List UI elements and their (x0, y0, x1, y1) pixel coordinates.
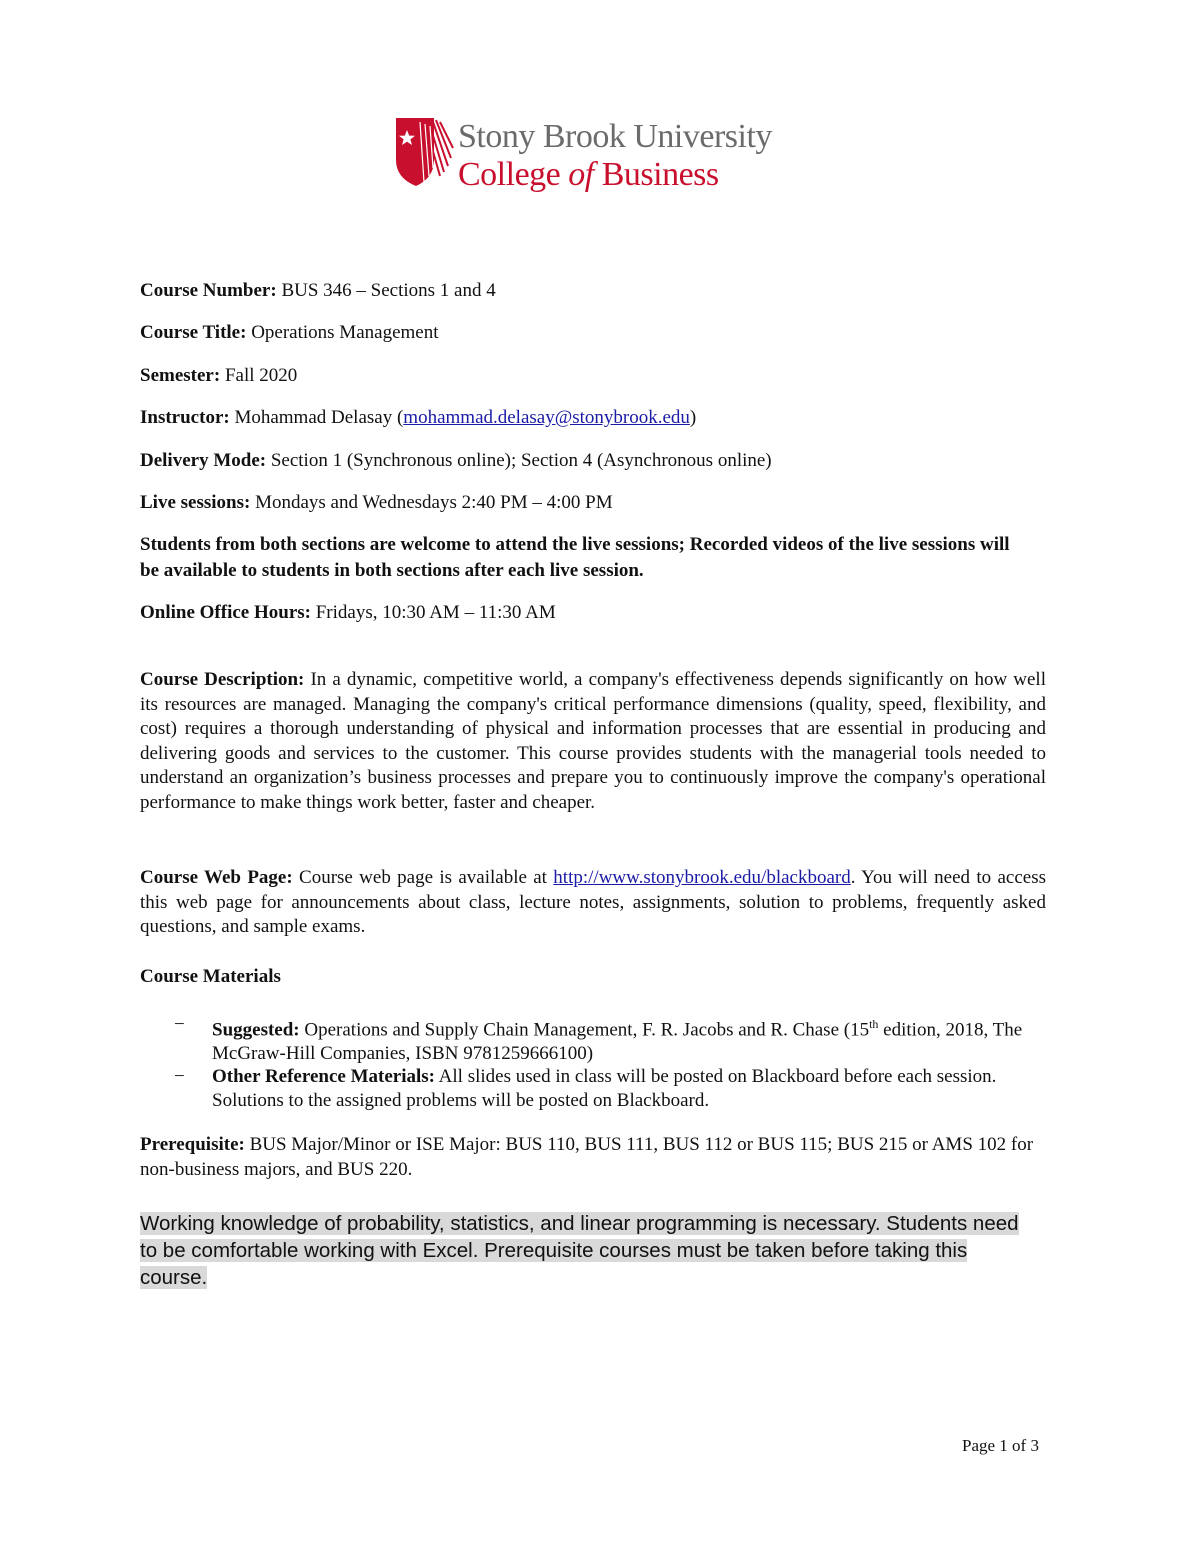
other-reference-label: Other Reference Materials: (212, 1066, 435, 1088)
course-number-label: Course Number: (140, 280, 277, 301)
logo-college-name: College of Business (458, 156, 719, 193)
list-item: − Suggested: Operations and Supply Chain Management, F. R. Jacobs and R. Chase (15th edition, 2018, The McGraw-Hill Companies, ISBN 9781259666100) (174, 1014, 1023, 1064)
office-hours-label: Online Office Hours: (140, 602, 311, 623)
course-description-label: Course Description: (140, 669, 305, 690)
course-materials-list (174, 1013, 1054, 1112)
delivery-mode (140, 449, 772, 473)
instructor-name: Mohammad Delasay ( (229, 407, 404, 428)
course-title (140, 321, 439, 345)
semester-value: Fall 2020 (220, 365, 298, 386)
course-description (140, 668, 1046, 816)
office-hours-value: Fridays, 10:30 AM – 11:30 AM (310, 602, 556, 623)
instructor: Instructor: Mohammad Delasay (mohammad.delasay@stonybrook.edu) (140, 407, 697, 428)
live-sessions-value: Mondays and Wednesdays 2:40 PM – 4:00 PM (250, 492, 613, 513)
dash-bullet: − (174, 1066, 185, 1088)
seal-icon (394, 116, 454, 188)
prerequisite (140, 1133, 1046, 1182)
course-title-value: Operations Management (246, 322, 439, 343)
course-number-value: BUS 346 – Sections 1 and 4 (276, 280, 496, 301)
instructor-email-link[interactable]: mohammad.delasay@stonybrook.edu (403, 407, 690, 428)
live-session-notice: Students from both sections are welcome to attend the live sessions; Recorded videos of the live sessions will be available to students in both sections after each live session. (140, 534, 1010, 581)
course-materials-heading: Course Materials (140, 966, 281, 987)
list-item: − Other Reference Materials: All slides used in class will be posted on Blackboard before each session. Solutions to the assigned problems will be posted on Blackboard. (174, 1066, 997, 1111)
semester (140, 364, 297, 388)
delivery-mode-value: Section 1 (Synchronous online); Section 4 (Asynchronous online) (266, 450, 772, 471)
office-hours (140, 601, 556, 625)
course-web-page: Course Web Page: Course web page is available at http://www.stonybrook.edu/blackboard. You will need to access this web page for announcements about class, lecture notes, assignments, solution to problems, frequently asked questions, and sample exams. (140, 867, 1046, 938)
live-sessions-label: Live sessions: (140, 492, 251, 513)
suggested-label: Suggested: (212, 1019, 300, 1041)
course-web-page-label: Course Web Page: (140, 867, 293, 888)
delivery-mode-label: Delivery Mode: (140, 450, 267, 471)
requirement-note (140, 1210, 1020, 1291)
prerequisite-text: BUS Major/Minor or ISE Major: BUS 110, BUS 111, BUS 112 or BUS 115; BUS 215 or AMS 102 for non-business majors, and BUS 220. (140, 1134, 1034, 1180)
dash-bullet: − (174, 1014, 185, 1035)
logo-university-name: Stony Brook University (458, 118, 772, 155)
course-description-text: In a dynamic, competitive world, a company's effectiveness depends significantly on how well its resources are managed. Managing the company's critical performance dimensions (quality, speed, flexibility, and cost) requires a thorough understanding of physical and information processes that are essential in producing and delivering goods and services to the customer. This course provides students with the managerial tools needed to understand an organization’s business processes and prepare you to continuously improve the company's operational performance to make things work better, faster and cheaper. (140, 669, 1046, 813)
semester-label: Semester: (140, 365, 221, 386)
instructor-label: Instructor: (140, 407, 230, 428)
course-number (140, 279, 496, 303)
university-logo (394, 116, 794, 196)
blackboard-link[interactable]: http://www.stonybrook.edu/blackboard (553, 867, 851, 888)
page-number: Page 1 of 3 (962, 1436, 1039, 1455)
course-title-label: Course Title: (140, 322, 247, 343)
live-sessions (140, 491, 613, 515)
requirement-note-text: Working knowledge of probability, statistics, and linear programming is necessary. Students need to be comfortable working with Excel. Prerequisite courses must be taken before taking this course. (140, 1212, 1019, 1289)
prerequisite-label: Prerequisite: (140, 1134, 245, 1155)
